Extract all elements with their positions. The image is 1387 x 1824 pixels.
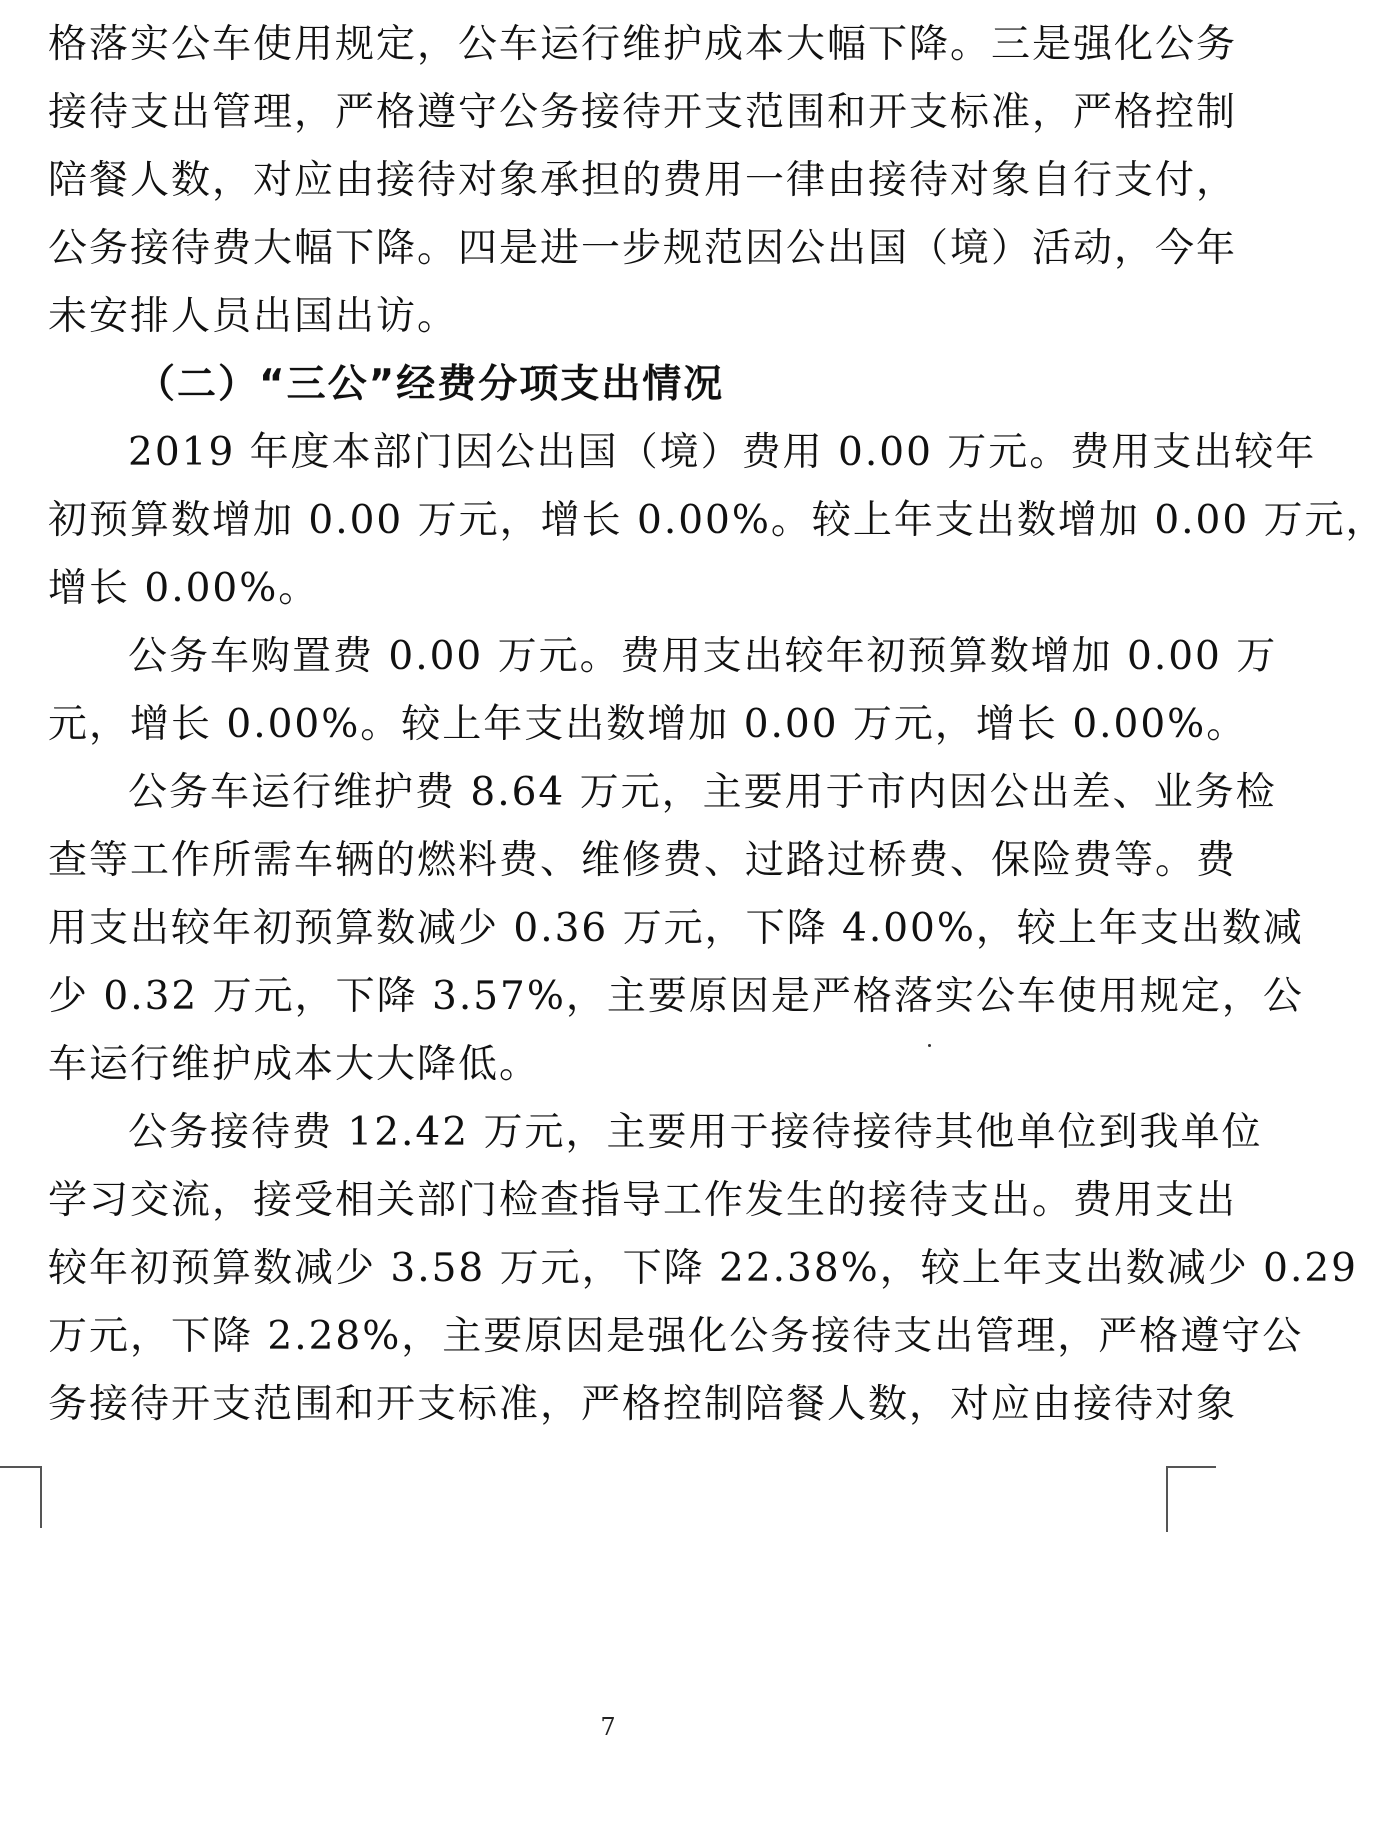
text-line-14: 用支出较年初预算数减少 0.36 万元，下降 4.00%，较上年支出数减 — [48, 906, 1304, 951]
text-line-18: 学习交流，接受相关部门检查指导工作发生的接待支出。费用支出 — [48, 1178, 1238, 1223]
text-line-19: 较年初预算数减少 3.58 万元，下降 22.38%，较上年支出数减少 0.29 — [48, 1246, 1358, 1291]
text-line-2: 接待支出管理，严格遵守公务接待开支范围和开支标准，严格控制 — [48, 90, 1238, 135]
text-line-10: 公务车购置费 0.00 万元。费用支出较年初预算数增加 0.00 万 — [128, 634, 1278, 679]
text-line-21: 务接待开支范围和开支标准，严格控制陪餐人数，对应由接待对象 — [48, 1382, 1238, 1427]
text-line-9: 增长 0.00%。 — [48, 566, 320, 611]
corner-mark-left — [0, 1466, 42, 1528]
text-line-16: 车运行维护成本大大降低。 — [48, 1042, 541, 1087]
text-line-4: 公务接待费大幅下降。四是进一步规范因公出国（境）活动，今年 — [48, 226, 1238, 271]
text-line-1: 格落实公车使用规定，公车运行维护成本大幅下降。三是强化公务 — [48, 22, 1238, 67]
text-line-3: 陪餐人数，对应由接待对象承担的费用一律由接待对象自行支付， — [48, 158, 1238, 203]
text-line-12: 公务车运行维护费 8.64 万元，主要用于市内因公出差、业务检 — [128, 770, 1277, 815]
scan-speck — [928, 1044, 931, 1047]
text-line-15: 少 0.32 万元，下降 3.57%，主要原因是严格落实公车使用规定，公 — [48, 974, 1304, 1019]
corner-mark-right — [1166, 1466, 1216, 1532]
text-line-11: 元，增长 0.00%。较上年支出数增加 0.00 万元，增长 0.00%。 — [48, 702, 1248, 747]
text-line-5: 未安排人员出国出访。 — [48, 294, 459, 339]
text-line-7: 2019 年度本部门因公出国（境）费用 0.00 万元。费用支出较年 — [128, 430, 1317, 475]
text-line-8: 初预算数增加 0.00 万元，增长 0.00%。较上年支出数增加 0.00 万元， — [48, 498, 1387, 543]
text-line-17: 公务接待费 12.42 万元，主要用于接待接待其他单位到我单位 — [128, 1110, 1263, 1155]
section-heading: （二）“三公”经费分项支出情况 — [136, 362, 725, 407]
page-number: 7 — [600, 1713, 616, 1741]
text-line-13: 查等工作所需车辆的燃料费、维修费、过路过桥费、保险费等。费 — [48, 838, 1238, 883]
text-line-20: 万元，下降 2.28%，主要原因是强化公务接待支出管理，严格遵守公 — [48, 1314, 1304, 1359]
